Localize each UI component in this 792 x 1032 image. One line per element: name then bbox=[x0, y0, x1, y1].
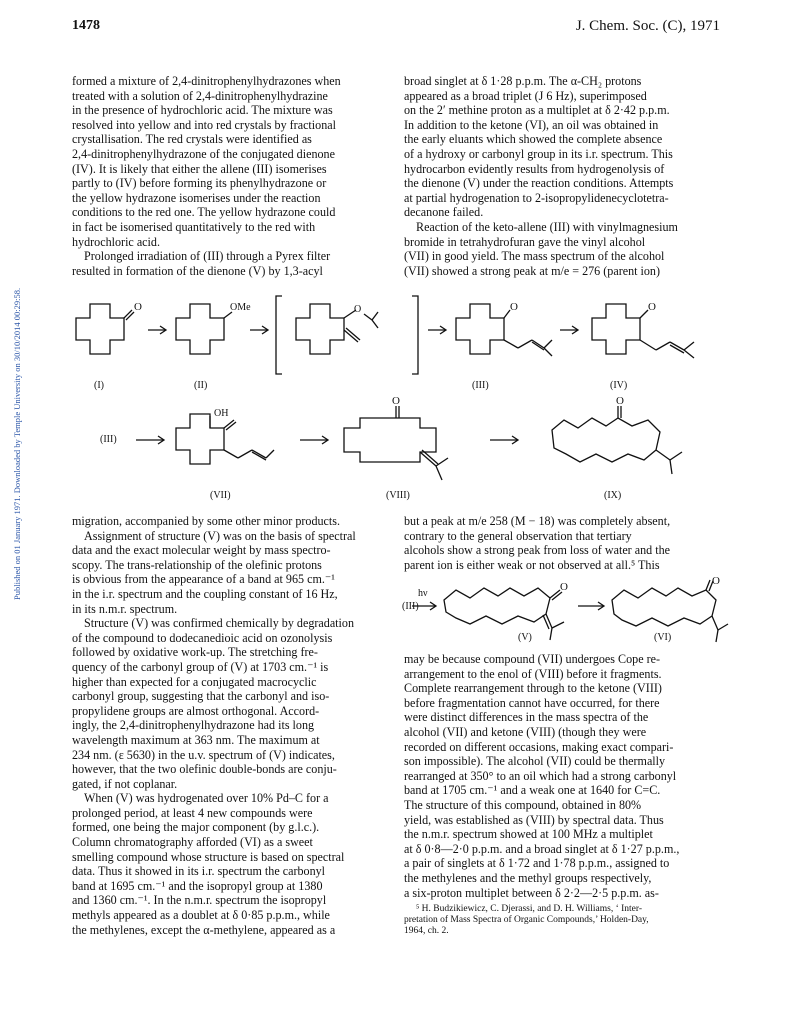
footnote-line: 1964, ch. 2. bbox=[404, 926, 449, 936]
text-line: in its n.m.r. spectrum. bbox=[72, 601, 178, 616]
text-line: decanone failed. bbox=[404, 205, 484, 220]
text-line: wavelength maximum at 363 nm. The maximum at bbox=[72, 732, 320, 747]
top-left-column bbox=[72, 74, 392, 278]
bottom-right-column-a bbox=[404, 514, 724, 572]
text-line: conditions to the red one. The yellow hydrazone could bbox=[72, 205, 336, 220]
text-line: formed a mixture of 2,4-dinitrophenylhydrazones when bbox=[72, 74, 341, 88]
label-II: (II) bbox=[194, 380, 208, 391]
bracket-right bbox=[412, 296, 418, 374]
text-line: a pair of singlets at δ 1·72 and 1·78 p.p.m., assigned to bbox=[404, 856, 670, 871]
text-line: The structure of this compound, obtained in 80% bbox=[404, 797, 642, 812]
atom-o: O bbox=[616, 395, 624, 407]
text-line: the methylenes, except the α-methylene, appeared as a bbox=[72, 922, 336, 937]
reaction-arrow bbox=[490, 436, 518, 444]
text-line: parent ion is either weak or not observed at all.⁵ This bbox=[404, 557, 660, 572]
molecule-I bbox=[76, 301, 142, 354]
top-right-column bbox=[404, 74, 724, 278]
text-line: band at 1705 cm.⁻¹ and a weak one at 1640 for C=C. bbox=[404, 783, 661, 798]
text-line: higher than expected for a conjugated macrocyclic bbox=[72, 674, 317, 689]
text-line: Column chromatography afforded (VI) as a sweet bbox=[72, 835, 313, 850]
download-note[interactable]: Published on 01 January 1971. Downloaded by Temple University on 30/10/2014 00:29:58. bbox=[12, 287, 22, 600]
text-line: quency of the carbonyl group of (V) at 1703 cm.⁻¹ is bbox=[72, 659, 329, 674]
text-line: Prolonged irradiation of (III) through a Pyrex filter bbox=[84, 249, 331, 264]
atom-o: O bbox=[354, 304, 362, 315]
text-line: were distinct differences in the mass spectra of the bbox=[404, 710, 649, 725]
text-line: the methylenes and the methyl groups respectively, bbox=[404, 870, 652, 885]
text-line: arrangement to the enol of (VIII) before it fragments. bbox=[404, 666, 662, 681]
text-line: Assignment of structure (V) was on the basis of spectral bbox=[84, 528, 356, 543]
text-line: at partial hydrogenation to 2-isopropylidenecyclotetra- bbox=[404, 190, 669, 205]
bracket-left bbox=[276, 296, 282, 374]
label-IV: (IV) bbox=[610, 380, 628, 391]
text-line: resulted in formation of the dienone (V) by 1,3-acyl bbox=[72, 263, 323, 278]
text-line: on the 2′ methine proton as a multiplet at δ 2·42 p.p.m. bbox=[404, 103, 670, 118]
reagent-hv: hν bbox=[418, 588, 428, 599]
text-line: crystallisation. The red crystals were identified as bbox=[72, 132, 312, 147]
text-line: Complete rearrangement through to the ketone (VIII) bbox=[404, 681, 662, 696]
footnote-line: pretation of Mass Spectra of Organic Compounds,’ Holden-Day, bbox=[404, 915, 649, 925]
label-V: (V) bbox=[518, 632, 532, 643]
text-line: propylidene groups are almost orthogonal. Accord- bbox=[72, 703, 320, 718]
text-line: gated, if not coplanar. bbox=[72, 776, 178, 791]
text-line: data and the exact molecular weight by mass spectro- bbox=[72, 543, 331, 558]
text-line: in the i.r. spectrum and the coupling constant of 16 Hz, bbox=[72, 586, 338, 601]
text-line: alcohols show a strong peak from loss of water and the bbox=[404, 543, 670, 558]
text-line: treated with a solution of 2,4-dinitrophenylhydrazine bbox=[72, 88, 328, 103]
label-III-start: (III) bbox=[100, 434, 117, 445]
text-line: hydrocarbon evidently results from hydrogenolysis of bbox=[404, 161, 665, 176]
text-line: the dienone (V) under the reaction conditions. Attempts bbox=[404, 176, 674, 191]
text-line: formed, one being the major component (by g.l.c.). bbox=[72, 820, 320, 835]
molecule-intermediate bbox=[296, 304, 378, 354]
molecule-VIII bbox=[344, 395, 448, 480]
text-line: of the compound to dodecanedioic acid on ozonolysis bbox=[72, 630, 333, 645]
label-VIII: (VIII) bbox=[386, 490, 410, 501]
text-line: rearranged at 350° to an oil which had a strong carbonyl bbox=[404, 768, 677, 783]
label-III: (III) bbox=[472, 380, 489, 391]
text-line: partly to (IV) before forming its phenylhydrazone or bbox=[72, 176, 327, 191]
footnote-line: ⁵ H. Budzikiewicz, C. Djerassi, and D. H. Williams, ‘ Inter- bbox=[416, 904, 643, 914]
text-line: prolonged period, at least 4 new compounds were bbox=[72, 805, 313, 820]
reaction-arrow bbox=[560, 326, 578, 334]
molecule-VII bbox=[176, 408, 274, 464]
label-I: (I) bbox=[94, 380, 104, 391]
label-III-start: (III) bbox=[402, 601, 419, 612]
reaction-arrow bbox=[428, 326, 446, 334]
text-line: 2,4-dinitrophenylhydrazone of the conjugated dienone bbox=[72, 146, 335, 161]
reaction-arrow bbox=[136, 436, 164, 444]
atom-o: O bbox=[712, 576, 720, 587]
atom-o: O bbox=[648, 301, 656, 313]
text-line: bromide in tetrahydrofuran gave the vinyl alcohol bbox=[404, 234, 646, 249]
text-line: (VII) showed a strong peak at m/e = 276 (parent ion) bbox=[404, 263, 661, 278]
text-line: in the presence of hydrochloric acid. The mixture was bbox=[72, 103, 333, 118]
atom-o: O bbox=[134, 301, 142, 313]
text-line: methyls appeared as a doublet at δ 0·85 p.p.m., while bbox=[72, 908, 330, 923]
text-line: contrary to the general observation that tertiary bbox=[404, 528, 632, 543]
journal-header: J. Chem. Soc. (C), 1971 bbox=[575, 18, 720, 34]
text-line: ingly, the 2,4-dinitrophenylhydrazone had its long bbox=[72, 718, 315, 733]
text-line: Reaction of the keto-allene (III) with vinylmagnesium bbox=[416, 219, 678, 234]
molecule-IX bbox=[552, 395, 682, 474]
text-line: hydrochloric acid. bbox=[72, 234, 160, 249]
text-line: followed by oxidative work-up. The stretching fre- bbox=[72, 645, 318, 660]
text-line: (VII) in good yield. The mass spectrum of the alcohol bbox=[404, 249, 665, 264]
text-line: appeared as a broad triplet (J 6 Hz), superimposed bbox=[404, 88, 647, 103]
text-line: the yellow hydrazone isomerises under the reaction bbox=[72, 190, 321, 205]
text-line: (IV). It is likely that either the allene (III) isomerises bbox=[72, 161, 327, 176]
text-line: the early eluants which showed the complete absence bbox=[404, 132, 663, 147]
text-line: and 1360 cm.⁻¹. In the n.m.r. spectrum the isopropyl bbox=[72, 893, 327, 908]
footnote bbox=[404, 904, 724, 937]
atom-oh: OH bbox=[214, 408, 229, 419]
molecule-IV bbox=[592, 301, 694, 358]
text-line: may be because compound (VII) undergoes Cope re- bbox=[404, 652, 661, 666]
text-line: resolved into yellow and into red crystals by fractional bbox=[72, 117, 336, 132]
text-line: When (V) was hydrogenated over 10% Pd–C for a bbox=[84, 791, 329, 806]
label-VI: (VI) bbox=[654, 632, 672, 643]
atom-o: O bbox=[392, 395, 400, 407]
text-line: recorded on different occasions, making exact compari- bbox=[404, 739, 674, 754]
text-line: band at 1695 cm.⁻¹ and the isopropyl group at 1380 bbox=[72, 878, 323, 893]
text-line: alcohol (VII) and ketone (VIII) (though they were bbox=[404, 724, 647, 739]
atom-o: O bbox=[510, 301, 518, 313]
reaction-arrow bbox=[578, 602, 604, 610]
text-line: 234 nm. (ε 5630) in the u.v. spectrum of (V) indicates, bbox=[72, 747, 335, 762]
text-line: however, that the two olefinic double-bonds are conju- bbox=[72, 762, 337, 777]
reaction-arrow bbox=[148, 326, 166, 334]
text-line: of a hydroxy or carbonyl group in its i.r. spectrum. This bbox=[404, 146, 673, 161]
text-line: son impossible). The alcohol (VII) could be thermally bbox=[404, 754, 666, 769]
reaction-arrow bbox=[250, 326, 268, 334]
bottom-right-column-b bbox=[404, 652, 724, 900]
page-number: 1478 bbox=[72, 18, 100, 33]
label-VII: (VII) bbox=[210, 490, 231, 501]
bottom-left-column bbox=[72, 514, 392, 937]
text-line: Structure (V) was confirmed chemically by degradation bbox=[84, 616, 354, 631]
text-line: broad singlet at δ 1·28 p.p.m. The α-CH₂ protons bbox=[404, 74, 642, 88]
text-line: yield, was established as (VIII) by spectral data. Thus bbox=[404, 812, 664, 827]
text-line: in fact be isomerised quantitatively to the red with bbox=[72, 219, 316, 234]
text-line: migration, accompanied by some other minor products. bbox=[72, 514, 341, 528]
text-line: data. Thus it showed in its i.r. spectrum the carbonyl bbox=[72, 864, 326, 879]
text-line: the n.m.r. spectrum showed at 100 MHz a multiplet bbox=[404, 827, 653, 842]
download-sidebar bbox=[2, 40, 22, 600]
molecule-V bbox=[444, 581, 568, 640]
molecule-II bbox=[176, 302, 251, 354]
label-IX: (IX) bbox=[604, 490, 622, 501]
text-line: In addition to the ketone (VI), an oil was obtained in bbox=[404, 117, 659, 132]
text-line: is obvious from the appearance of a band at 965 cm.⁻¹ bbox=[72, 572, 335, 587]
atom-o: O bbox=[560, 581, 568, 593]
text-line: smelling compound whose structure is based on spectral bbox=[72, 849, 345, 864]
reaction-scheme-2 bbox=[400, 576, 730, 644]
reaction-scheme bbox=[60, 290, 740, 510]
text-line: before fragmentation cannot have occurred, for there bbox=[404, 695, 660, 710]
molecule-III bbox=[456, 301, 552, 356]
reaction-arrow bbox=[300, 436, 328, 444]
text-line: but a peak at m/e 258 (M − 18) was completely absent, bbox=[404, 514, 671, 528]
atom-ome: OMe bbox=[230, 302, 251, 313]
text-line: scopy. The trans-relationship of the olefinic protons bbox=[72, 557, 322, 572]
text-line: carbonyl group, suggesting that the carbonyl and iso- bbox=[72, 689, 330, 704]
text-line: at δ 0·8—2·0 p.p.m. and a broad singlet at δ 1·27 p.p.m., bbox=[404, 841, 680, 856]
text-line: a six-proton multiplet between δ 2·2—2·5 p.p.m. as- bbox=[404, 885, 659, 900]
